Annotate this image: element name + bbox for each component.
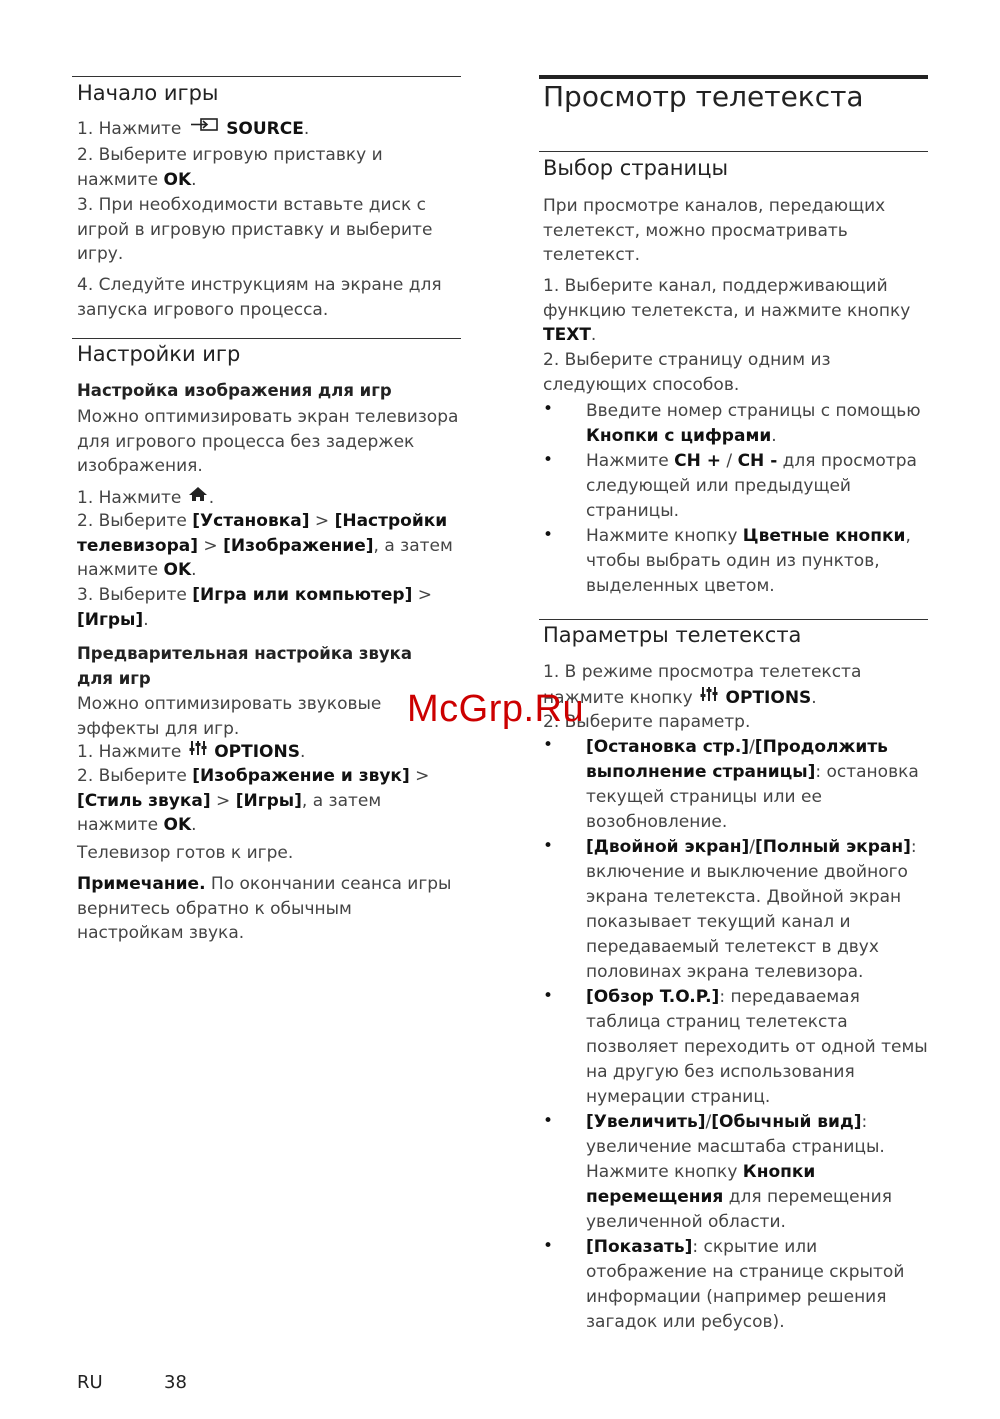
watermark: McGrp.Ru <box>407 688 585 730</box>
page-select-step-2: 2. Выберите страницу одним из следующих способов. <box>543 350 831 395</box>
bullet-icon: • <box>543 1236 554 1256</box>
section-title-start-game: Начало игры <box>77 81 219 105</box>
list-item: [Двойной экран]/[Полный экран]: включение и выключение двойного экрана телетекста. Двойной экран показывает текущий канал и передаваемый телетекст в двух половинах экрана телевизора. <box>586 837 917 982</box>
bullet-icon: • <box>543 1111 554 1131</box>
picture-intro: Можно оптимизировать экран телевизора для игрового процесса без задержек изображения. <box>77 407 459 476</box>
sound-intro: Можно оптимизировать звуковые эффекты для игр. <box>77 694 382 739</box>
section-title-page-select: Выбор страницы <box>543 156 729 180</box>
start-step-3: 3. При необходимости вставьте диск с игрой в игровую приставку и выберите игру. <box>77 195 433 264</box>
list-item: [Показать]: скрытие или отображение на странице скрытой информации (например решения загадок или ребусов). <box>586 1237 905 1332</box>
start-step-4: 4. Следуйте инструкциям на экране для запуска игрового процесса. <box>77 275 442 320</box>
right-rule-1 <box>539 151 928 152</box>
page-select-step-1: 1. Выберите канал, поддерживающий функцию телетекста, и нажмите кнопку TEXT. <box>543 276 911 345</box>
bullet-icon: • <box>543 735 554 755</box>
options-icon <box>187 739 209 765</box>
list-item: Нажмите кнопку Цветные кнопки, чтобы выбрать один из пунктов, выделенных цветом. <box>586 526 911 596</box>
sound-step-1: 1. Нажмите OPTIONS. <box>77 739 461 765</box>
list-item: Введите номер страницы с помощью Кнопки с цифрами. <box>586 401 921 446</box>
left-section-rule <box>72 338 461 339</box>
footer-page-number: 38 <box>164 1372 187 1393</box>
right-top-rule <box>539 75 928 79</box>
footer-language: RU <box>77 1372 103 1393</box>
source-icon <box>187 116 221 142</box>
note: Примечание. По окончании сеанса игры вернитесь обратно к обычным настройкам звука. <box>77 874 452 943</box>
list-item: [Остановка стр.]/[Продолжить выполнение страницы]: остановка текущей страницы или ее возобновление. <box>586 737 919 832</box>
bullet-icon: • <box>543 399 554 419</box>
picture-step-2: 2. Выберите [Установка] > [Настройки телевизора] > [Изображение], а затем нажмите OK. <box>77 511 453 580</box>
right-rule-2 <box>539 619 928 620</box>
bullet-icon: • <box>543 450 554 470</box>
subsection-picture-for-games: Настройка изображения для игр <box>77 381 392 400</box>
bullet-icon: • <box>543 986 554 1006</box>
section-title-game-settings: Настройки игр <box>77 342 241 366</box>
options-step-2: 2. Выберите параметр. <box>543 712 751 732</box>
list-item: [Обзор T.O.P.]: передаваемая таблица страниц телетекста позволяет переходить от одной темы на другую без использования нумерации страниц. <box>586 987 928 1107</box>
bullet-icon: • <box>543 836 554 856</box>
picture-step-1: 1. Нажмите . <box>77 485 461 511</box>
bullet-icon: • <box>543 525 554 545</box>
list-item: Нажмите CH + / CH - для просмотра следующей или предыдущей страницы. <box>586 451 917 521</box>
list-item: [Увеличить]/[Обычный вид]: увеличение масштаба страницы. Нажмите кнопку Кнопки перемещения для перемещения увеличенной области. <box>586 1112 892 1232</box>
page-title: Просмотр телетекста <box>543 80 864 113</box>
page-select-intro: При просмотре каналов, передающих телетекст, можно просматривать телетекст. <box>543 196 886 265</box>
options-icon <box>698 685 720 711</box>
options-step-1: 1. В режиме просмотра телетекста нажмите кнопку OPTIONS. <box>543 660 873 710</box>
subsection-sound-for-games: Предварительная настройка звука для игр <box>77 644 413 688</box>
section-title-teletext-options: Параметры телетекста <box>543 623 802 647</box>
start-step-1: 1. Нажмите SOURCE. <box>77 116 461 142</box>
left-top-rule <box>72 76 461 77</box>
tv-ready-text: Телевизор готов к игре. <box>77 843 294 863</box>
picture-step-3: 3. Выберите [Игра или компьютер] > [Игры]. <box>77 585 433 630</box>
sound-step-2: 2. Выберите [Изображение и звук] > [Стиль звука] > [Игры], а затем нажмите OK. <box>77 766 430 835</box>
start-step-2: 2. Выберите игровую приставку и нажмите OK. <box>77 145 383 190</box>
home-icon <box>187 485 209 511</box>
